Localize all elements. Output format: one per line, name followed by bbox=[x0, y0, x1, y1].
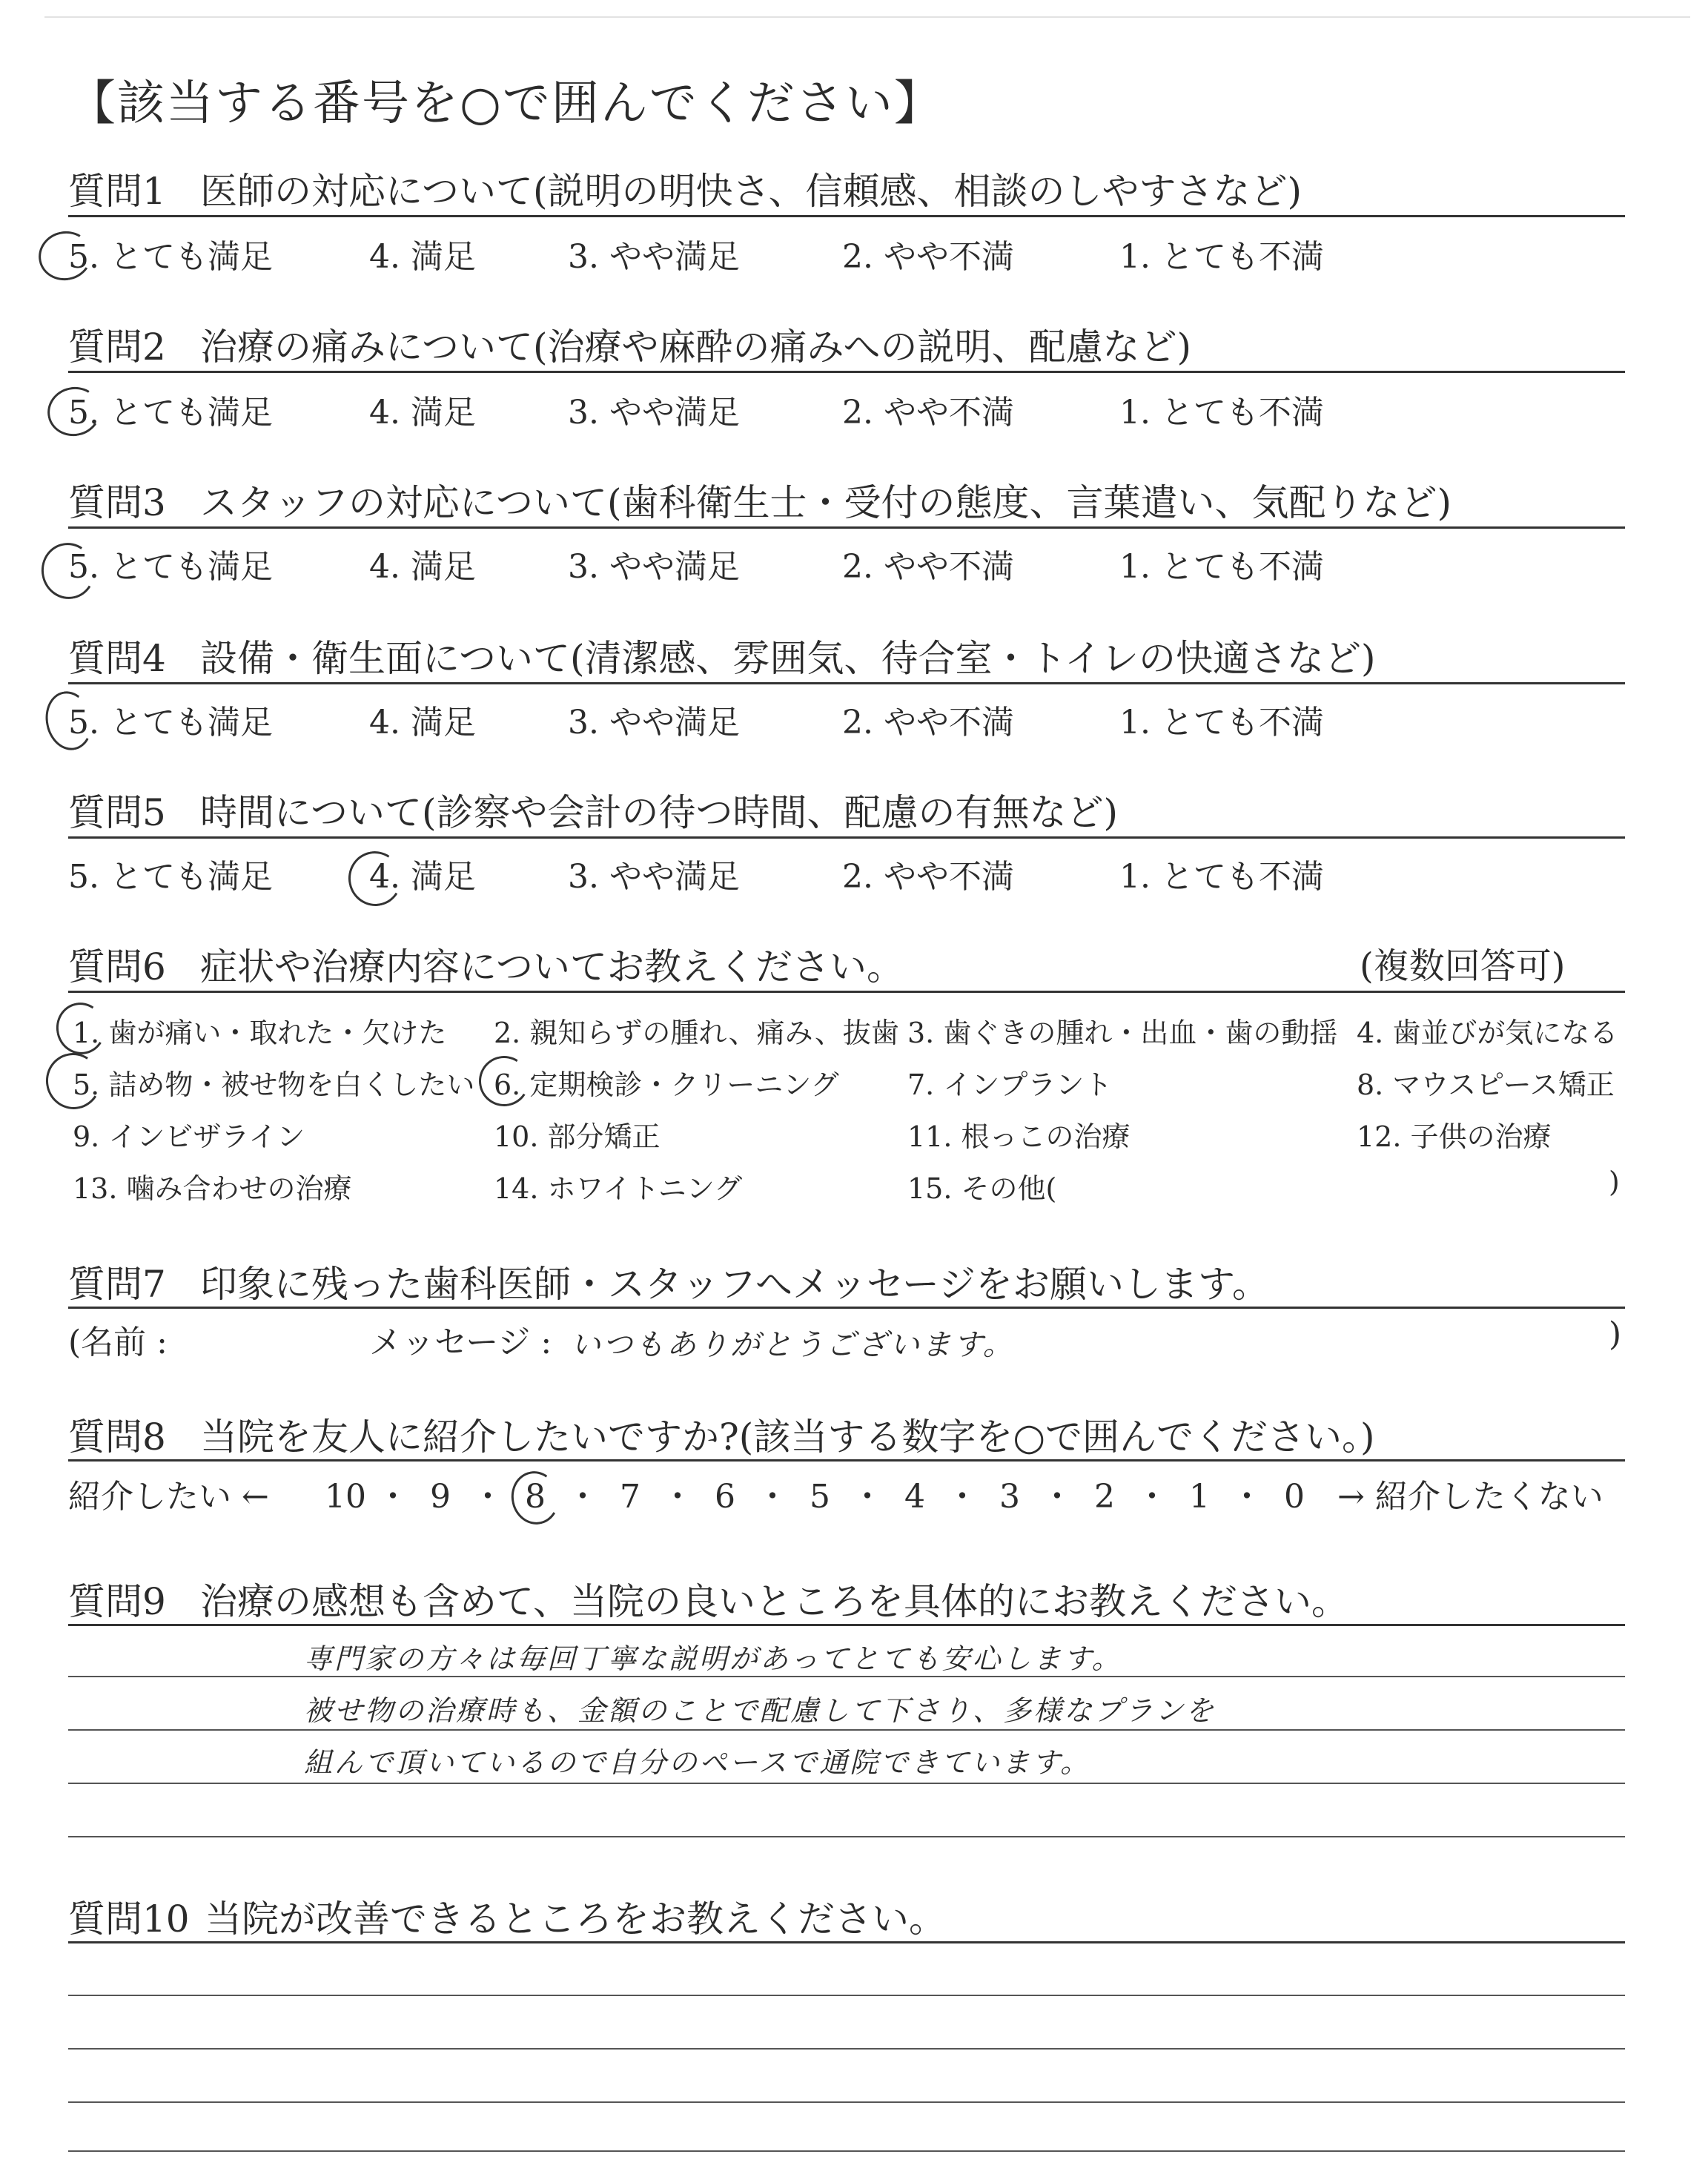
divider bbox=[68, 991, 1625, 993]
scale-left-label: 紹介したい ← bbox=[68, 1478, 269, 1516]
question-title: 治療の痛みについて(治療や麻酔の痛みへの説明、配慮など) bbox=[200, 326, 1192, 369]
question-title: 医師の対応について(説明の明快さ、信頼感、相談のしやすさなど) bbox=[200, 170, 1302, 213]
symptom-option-4[interactable]: 4. 歯並びが気になる bbox=[1357, 1017, 1618, 1049]
scale-value-2[interactable]: 2 bbox=[1094, 1478, 1115, 1516]
divider bbox=[68, 526, 1625, 529]
handwritten-line-1: 専門家の方々は毎回丁寧な説明があってとても安心します。 bbox=[304, 1642, 1122, 1675]
q1-option-4[interactable]: 4. 満足 bbox=[369, 238, 476, 276]
answer-line bbox=[68, 1729, 1625, 1731]
symptom-option-6[interactable]: 6. 定期検診・クリーニング bbox=[494, 1069, 839, 1101]
question-title: 印象に残った歯科医師・スタッフへメッセージをお願いします。 bbox=[200, 1263, 1269, 1306]
answer-line bbox=[68, 2101, 1625, 2103]
q1-option-2[interactable]: 2. やや不満 bbox=[842, 238, 1014, 276]
scale-value-1[interactable]: 1 bbox=[1189, 1478, 1210, 1516]
question-number: 質問8 bbox=[68, 1416, 166, 1459]
question-number: 質問5 bbox=[68, 791, 166, 834]
message-label: メッセージ : bbox=[369, 1324, 552, 1361]
scan-edge-line bbox=[44, 16, 1690, 18]
question-number: 質問7 bbox=[68, 1263, 166, 1306]
scale-value-3[interactable]: 3 bbox=[999, 1478, 1020, 1516]
question-5 bbox=[68, 783, 1118, 836]
divider bbox=[68, 1624, 1625, 1626]
question-number: 質問1 bbox=[68, 170, 166, 213]
q4-option-3[interactable]: 3. やや満足 bbox=[568, 704, 740, 742]
scale-value-5[interactable]: 5 bbox=[810, 1478, 830, 1516]
selection-circle bbox=[41, 1048, 106, 1114]
symptom-option-1[interactable]: 1. 歯が痛い・取れた・欠けた bbox=[73, 1017, 447, 1049]
q3-option-4[interactable]: 4. 満足 bbox=[369, 548, 476, 586]
q5-option-3[interactable]: 3. やや満足 bbox=[568, 858, 740, 896]
recommend-scale: 紹介したい ← 10 ・ 9 ・ 8 ・ 7 ・ 6 ・ 5 ・ 4 ・ 3 ・ 2 ・ 1 ・ 0 → 紹介したくない bbox=[68, 1470, 1603, 1517]
divider bbox=[68, 215, 1625, 217]
q3-option-1[interactable]: 1. とても不満 bbox=[1119, 548, 1324, 586]
symptom-option-12[interactable]: 12. 子供の治療 bbox=[1357, 1120, 1552, 1153]
scale-value-8[interactable]: 8 bbox=[525, 1478, 546, 1516]
page-heading: 【該当する番号を○で囲んでください】 bbox=[68, 76, 943, 131]
answer-line bbox=[68, 1995, 1625, 1996]
question-number: 質問10 bbox=[68, 1898, 190, 1941]
scale-value-4[interactable]: 4 bbox=[904, 1478, 925, 1516]
divider bbox=[68, 682, 1625, 684]
question-9 bbox=[68, 1572, 1348, 1625]
question-7 bbox=[68, 1255, 1269, 1308]
divider bbox=[68, 371, 1625, 373]
q4-option-1[interactable]: 1. とても不満 bbox=[1119, 704, 1324, 742]
answer-line bbox=[68, 1783, 1625, 1784]
symptom-option-5[interactable]: 5. 詰め物・被せ物を白くしたい bbox=[73, 1069, 475, 1101]
symptom-option-10[interactable]: 10. 部分矯正 bbox=[494, 1120, 661, 1153]
divider bbox=[68, 1459, 1625, 1462]
question-number: 質問2 bbox=[68, 326, 166, 369]
question-title: 設備・衛生面について(清潔感、雰囲気、待合室・トイレの快適さなど) bbox=[200, 637, 1376, 680]
question-number: 質問3 bbox=[68, 481, 166, 524]
divider bbox=[68, 836, 1625, 839]
scale-value-6[interactable]: 6 bbox=[715, 1478, 735, 1516]
scale-right-label: → 紹介したくない bbox=[1337, 1478, 1603, 1516]
q5-option-2[interactable]: 2. やや不満 bbox=[842, 858, 1014, 896]
symptom-option-14[interactable]: 14. ホワイトニング bbox=[494, 1172, 743, 1205]
question-8 bbox=[68, 1407, 1374, 1461]
answer-line bbox=[68, 1676, 1625, 1677]
question-4 bbox=[68, 629, 1376, 682]
q4-option-2[interactable]: 2. やや不満 bbox=[842, 704, 1014, 742]
handwritten-line-3: 組んで頂いているので自分のペースで通院できています。 bbox=[304, 1746, 1091, 1779]
q4-option-5[interactable]: 5. とても満足 bbox=[68, 704, 273, 742]
handwritten-message: いつもありがとうございます。 bbox=[571, 1328, 1015, 1362]
q3-option-2[interactable]: 2. やや不満 bbox=[842, 548, 1014, 586]
q3-option-3[interactable]: 3. やや満足 bbox=[568, 548, 740, 586]
scale-value-10[interactable]: 10 bbox=[325, 1478, 366, 1516]
question-number: 質問4 bbox=[68, 637, 166, 680]
question-10 bbox=[68, 1889, 946, 1943]
divider bbox=[68, 1941, 1625, 1943]
question-number: 質問9 bbox=[68, 1580, 166, 1623]
other-close-paren: ) bbox=[1609, 1166, 1620, 1198]
q2-option-5[interactable]: 5. とても満足 bbox=[68, 394, 273, 432]
q3-option-5[interactable]: 5. とても満足 bbox=[68, 548, 273, 586]
symptom-option-9[interactable]: 9. インビザライン bbox=[73, 1120, 305, 1153]
symptom-option-13[interactable]: 13. 噛み合わせの治療 bbox=[73, 1172, 352, 1205]
question-title: 時間について(診察や会計の待つ時間、配慮の有無など) bbox=[200, 791, 1119, 834]
q1-option-1[interactable]: 1. とても不満 bbox=[1119, 238, 1324, 276]
handwritten-line-2: 被せ物の治療時も、金額のことで配慮して下さり、多様なプランを bbox=[304, 1694, 1217, 1727]
scale-value-9[interactable]: 9 bbox=[430, 1478, 451, 1516]
question-title: 症状や治療内容についてお教えください。 bbox=[200, 945, 904, 988]
symptom-option-3[interactable]: 3. 歯ぐきの腫れ・出血・歯の動揺 bbox=[907, 1017, 1338, 1049]
symptom-option-11[interactable]: 11. 根っこの治療 bbox=[907, 1120, 1131, 1153]
answer-line bbox=[68, 2048, 1625, 2050]
q5-option-1[interactable]: 1. とても不満 bbox=[1119, 858, 1324, 896]
multiple-answers-note: (複数回答可) bbox=[1360, 945, 1566, 987]
answer-line bbox=[68, 2150, 1625, 2152]
question-title: スタッフの対応について(歯科衛生士・受付の態度、言葉遣い、気配りなど) bbox=[200, 481, 1452, 524]
question-3 bbox=[68, 473, 1452, 526]
scale-value-0[interactable]: 0 bbox=[1284, 1478, 1305, 1516]
question-number: 質問6 bbox=[68, 945, 166, 988]
q2-option-4[interactable]: 4. 満足 bbox=[369, 394, 476, 432]
q2-option-3[interactable]: 3. やや満足 bbox=[568, 394, 740, 432]
q5-option-5[interactable]: 5. とても満足 bbox=[68, 858, 273, 896]
question-6 bbox=[68, 937, 904, 991]
question-2 bbox=[68, 317, 1191, 371]
symptom-option-7[interactable]: 7. インプラント bbox=[907, 1069, 1113, 1101]
name-label: (名前 : bbox=[68, 1324, 168, 1361]
divider bbox=[68, 1307, 1625, 1309]
question-title: 当院が改善できるところをお教えください。 bbox=[205, 1898, 946, 1941]
q1-option-3[interactable]: 3. やや満足 bbox=[568, 238, 740, 276]
symptom-option-8[interactable]: 8. マウスピース矯正 bbox=[1357, 1069, 1615, 1101]
q2-option-1[interactable]: 1. とても不満 bbox=[1119, 394, 1324, 432]
question-1 bbox=[68, 162, 1302, 215]
q5-option-4[interactable]: 4. 満足 bbox=[369, 858, 476, 896]
scale-value-7[interactable]: 7 bbox=[620, 1478, 640, 1516]
message-close-paren: ) bbox=[1609, 1315, 1622, 1353]
q1-option-5[interactable]: 5. とても満足 bbox=[68, 238, 273, 276]
symptom-option-2[interactable]: 2. 親知らずの腫れ、痛み、抜歯 bbox=[494, 1017, 899, 1049]
question-title: 治療の感想も含めて、当院の良いところを具体的にお教えください。 bbox=[200, 1580, 1348, 1623]
question-title: 当院を友人に紹介したいですか?(該当する数字を○で囲んでください。) bbox=[200, 1416, 1375, 1459]
symptom-option-15[interactable]: 15. その他( bbox=[907, 1172, 1057, 1205]
q4-option-4[interactable]: 4. 満足 bbox=[369, 704, 476, 742]
answer-line bbox=[68, 1836, 1625, 1837]
q2-option-2[interactable]: 2. やや不満 bbox=[842, 394, 1014, 432]
